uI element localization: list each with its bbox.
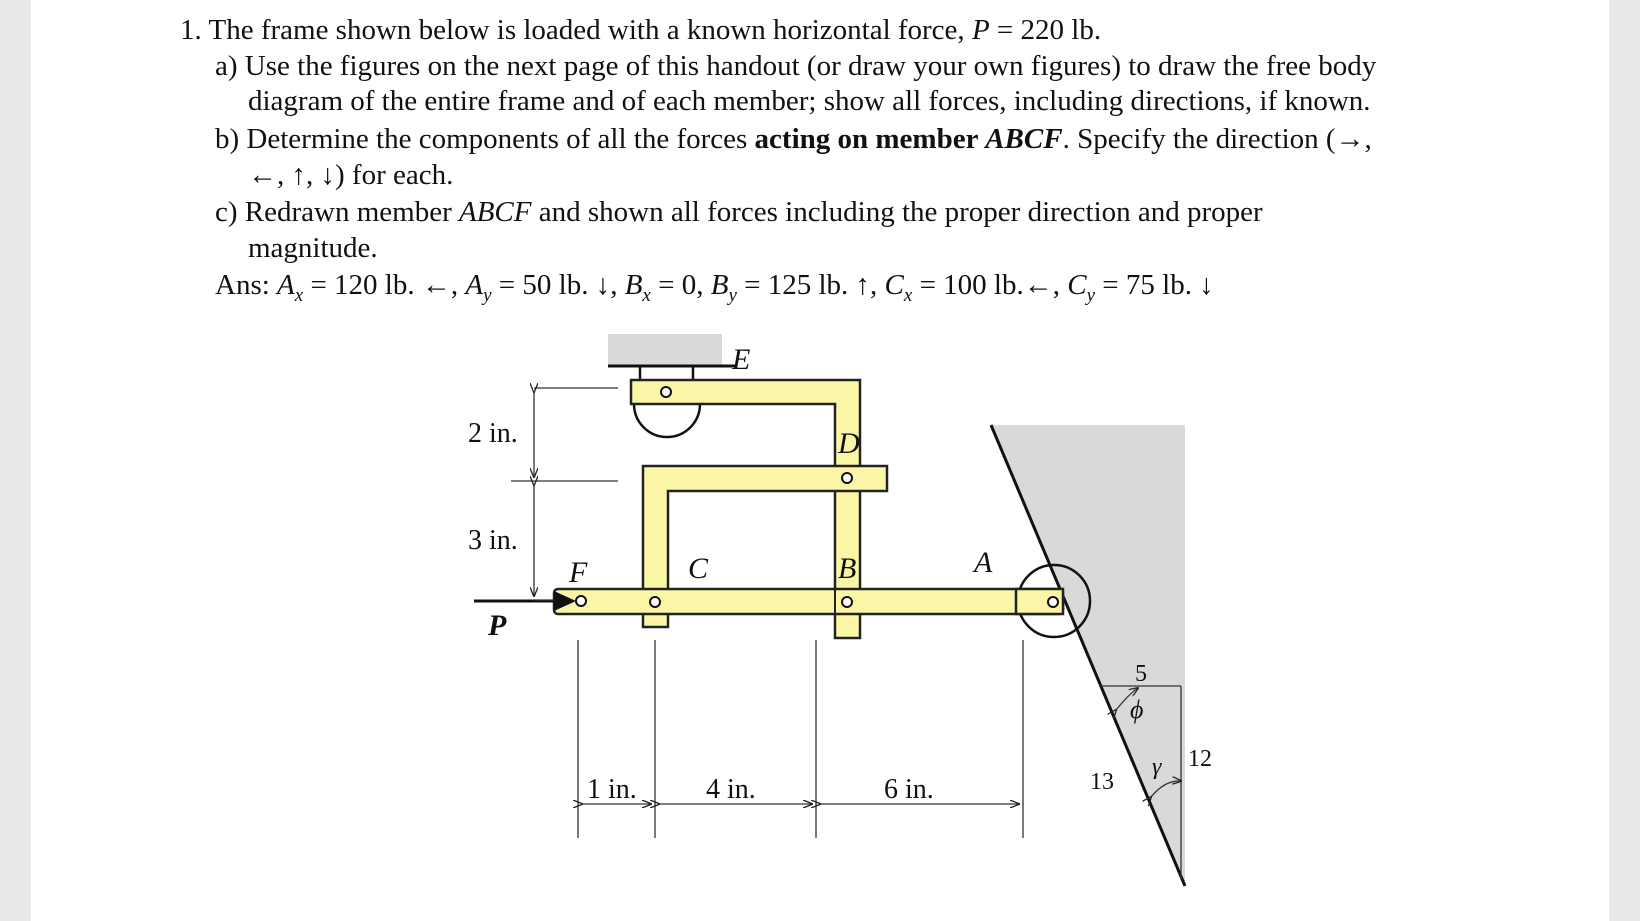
label-f: F [569, 556, 588, 589]
frame-diagram [31, 0, 1609, 921]
pin-a [1048, 597, 1058, 607]
dim-label-6in: 6 in. [884, 774, 934, 805]
part-a-line-1: a) Use the figures on the next page of this handout (or draw your own figures) to draw the free body [215, 50, 1377, 82]
ceiling-support [608, 334, 722, 366]
part-a-line-2: diagram of the entire frame and of each member; show all forces, including directions, if known. [248, 85, 1371, 117]
dim-label-1in: 1 in. [587, 774, 637, 805]
problem-statement: 1. The frame shown below is loaded with a known horizontal force, P = 220 lb. [180, 14, 1102, 46]
part-b-line-1: b) Determine the components of all the forces acting on member ABCF. Specify the direction (→, [215, 123, 1372, 155]
pin-support-e [634, 404, 700, 437]
part-c-line-1: c) Redrawn member ABCF and shown all forces including the proper direction and proper [215, 196, 1263, 228]
dim-label-3in: 3 in. [468, 525, 518, 556]
slope-label-12: 12 [1188, 746, 1212, 772]
member-abcf [554, 589, 1063, 614]
answer-line: Ans: $A_x = 120$ lb. ←, $A_y = 50$ lb. ↓, $B_x = 0$, $B_y = 125$ lb. ↑, $C_x = 100$ lb.←, $C_y = 75$ lb. ↓ [215, 269, 1214, 306]
pin-b [842, 597, 852, 607]
part-c-line-2: magnitude. [248, 232, 378, 264]
document-page [31, 0, 1609, 921]
label-d: D [838, 427, 860, 460]
dim-label-2in: 2 in. [468, 418, 518, 449]
part-b-line-2: ←, ↑, ↓) for each. [248, 159, 454, 191]
pin-d [842, 473, 852, 483]
slope-label-13: 13 [1090, 769, 1114, 795]
pin-f [576, 596, 586, 606]
pin-c [650, 597, 660, 607]
angle-label-phi: ϕ [1130, 695, 1144, 724]
label-e: E [732, 343, 751, 376]
label-c: C [688, 552, 709, 585]
slope-label-5: 5 [1135, 661, 1147, 687]
label-p: P [488, 609, 507, 642]
angle-label-gamma: γ [1152, 754, 1162, 780]
label-b: B [838, 552, 857, 585]
dim-label-4in: 4 in. [706, 774, 756, 805]
label-a: A [974, 546, 993, 579]
pin-e [661, 387, 671, 397]
